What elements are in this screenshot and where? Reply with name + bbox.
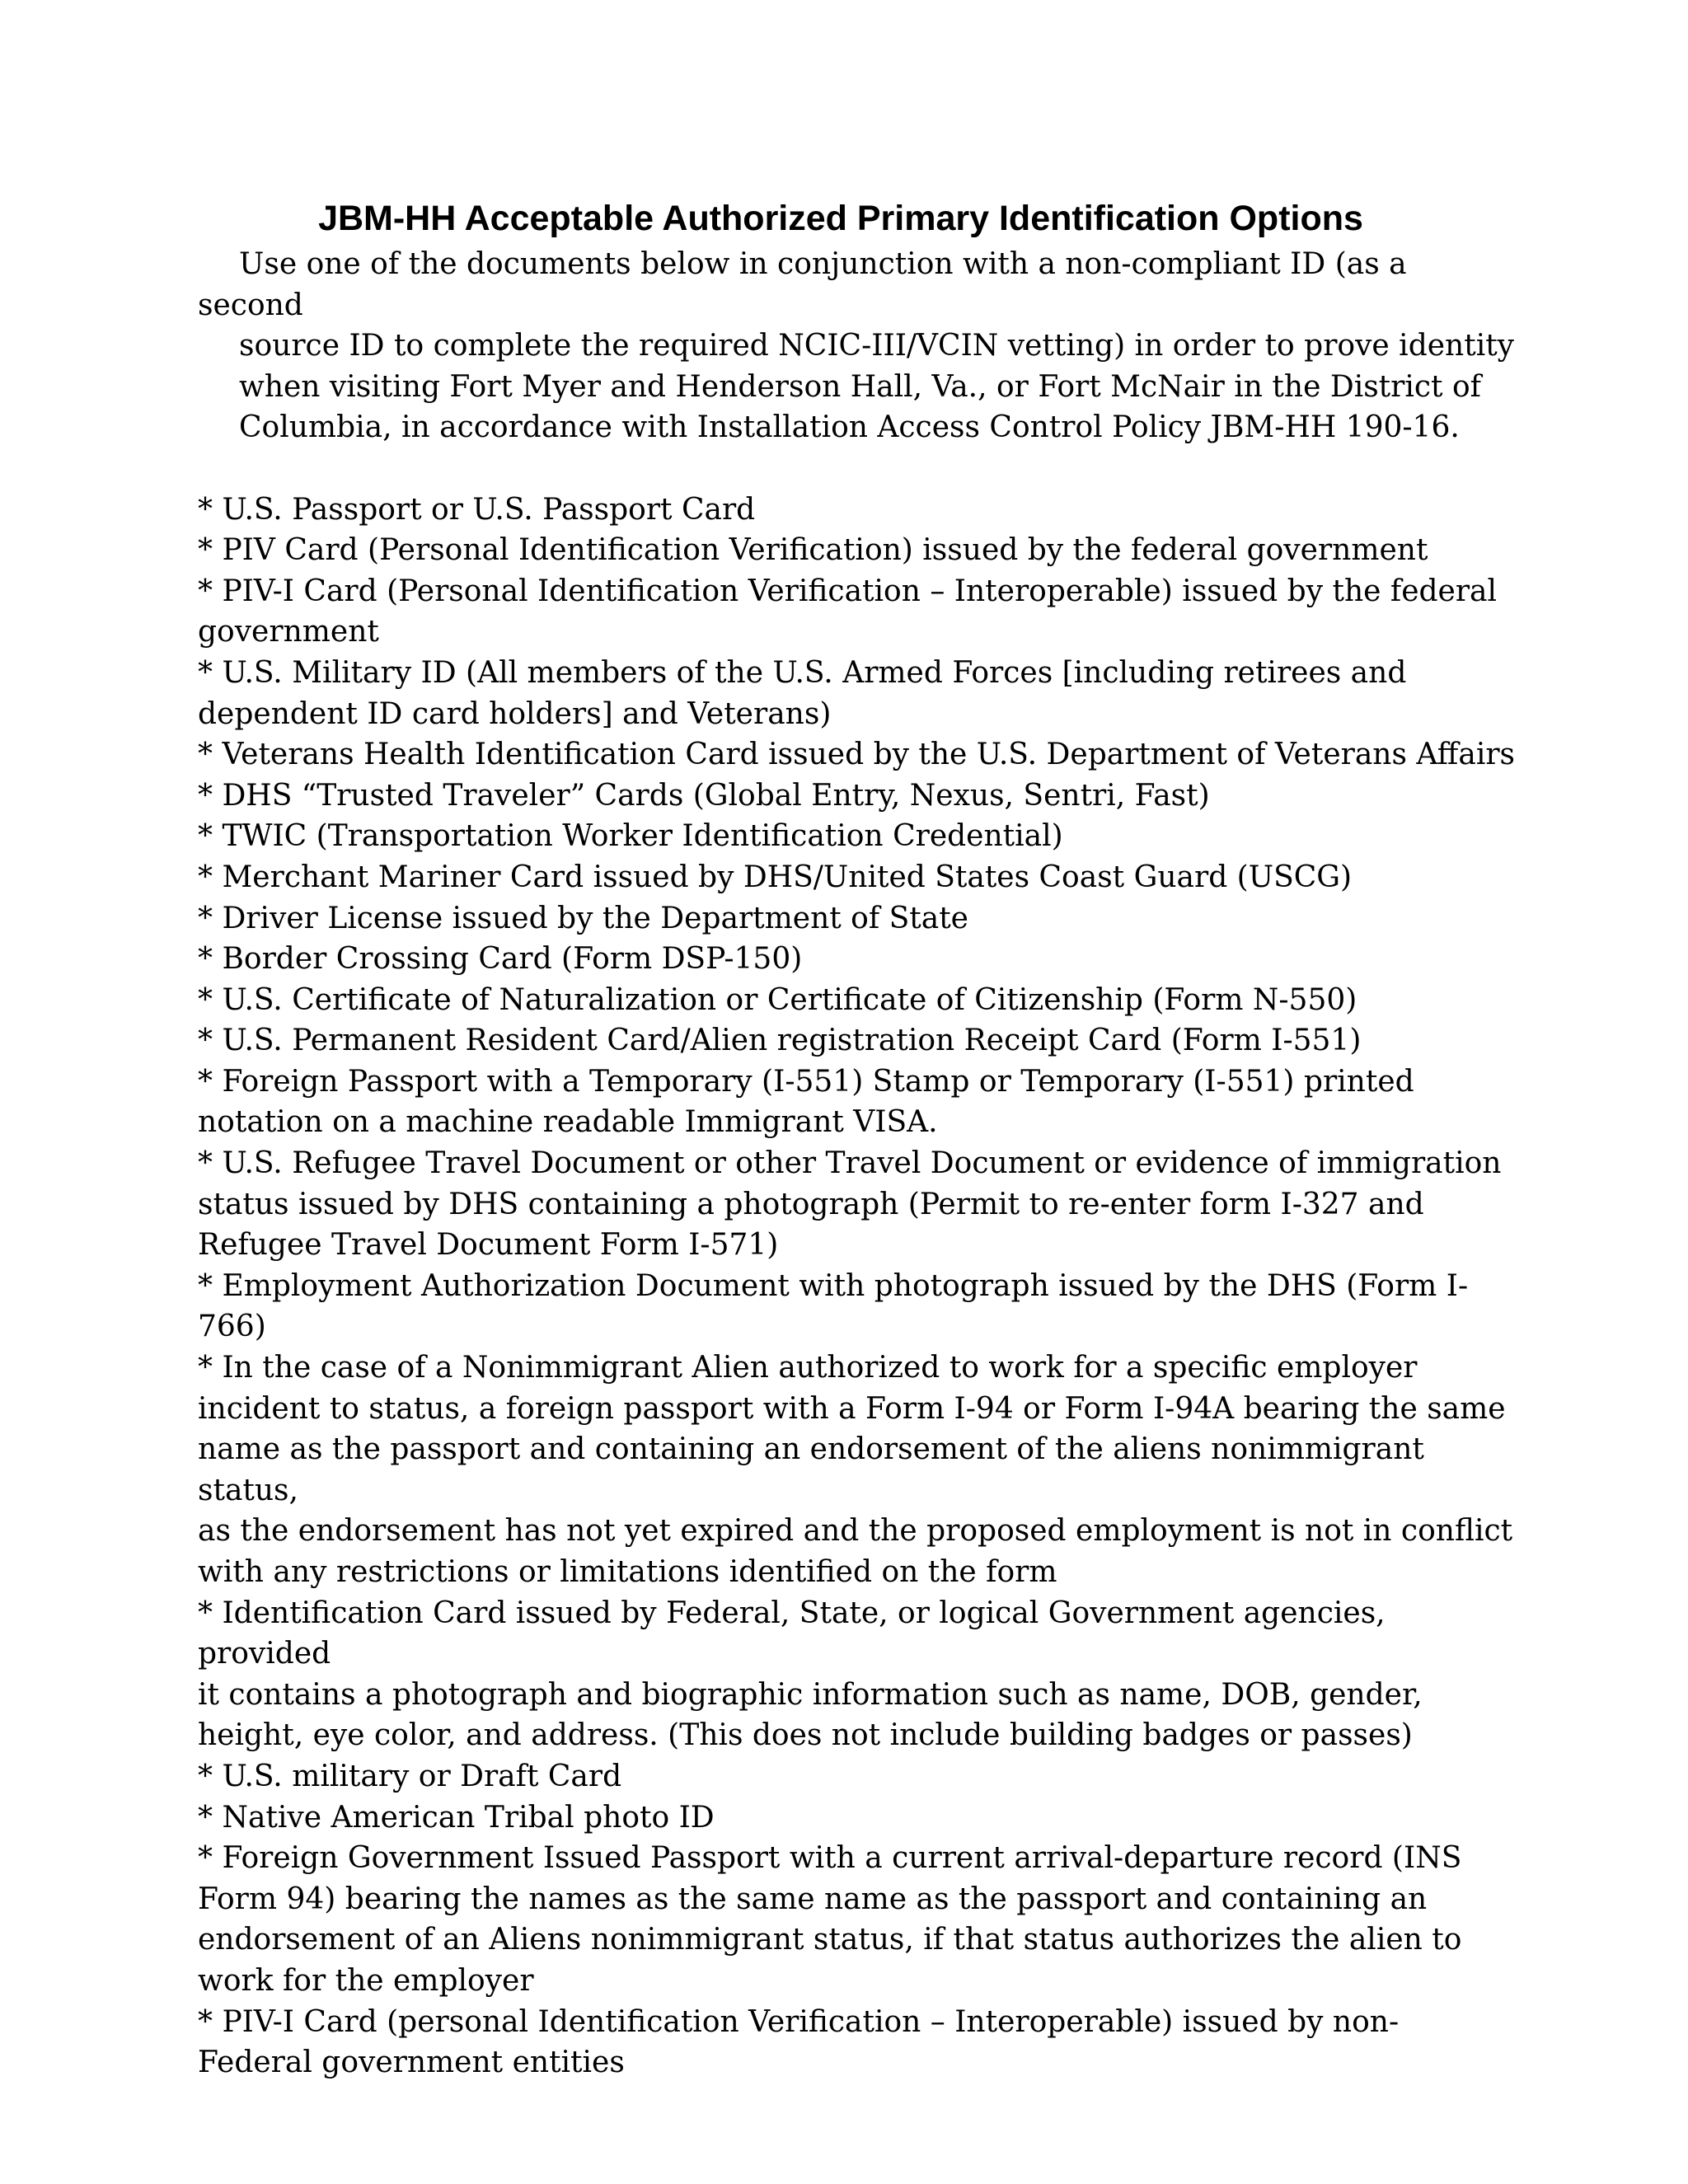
- id-option-line: * Foreign Passport with a Temporary (I-551) Stamp or Temporary (I-551) printed: [198, 1064, 1414, 1099]
- id-option-item: [198, 1797, 1517, 1839]
- id-option-item: [198, 1266, 1517, 1347]
- id-option-line: * Driver License issued by the Department of State: [198, 901, 968, 935]
- id-option-line: * Border Crossing Card (Form DSP-150): [198, 942, 803, 977]
- id-option-item: [198, 776, 1517, 817]
- intro-line: when visiting Fort Myer and Henderson Hall, Va., or Fort McNair in the District of: [239, 369, 1481, 404]
- id-option-item: [198, 1062, 1517, 1143]
- id-option-line: endorsement of an Aliens nonimmigrant status, if that status authorizes the alien to: [198, 1923, 1462, 1957]
- intro-line: Columbia, in accordance with Installation Access Control Policy JBM-HH 190-16.: [239, 410, 1460, 445]
- id-option-item: [198, 857, 1517, 898]
- id-option-line: * U.S. military or Draft Card: [198, 1759, 622, 1793]
- id-option-item: [198, 1756, 1517, 1797]
- id-option-line: * Merchant Mariner Card issued by DHS/United States Coast Guard (USCG): [198, 860, 1353, 894]
- id-option-line: notation on a machine readable Immigrant VISA.: [198, 1105, 938, 1140]
- id-option-item: [198, 816, 1517, 857]
- id-option-line: work for the employer: [198, 1963, 534, 1998]
- id-option-item: [198, 939, 1517, 980]
- intro-paragraph: [198, 244, 1517, 448]
- id-option-item: [198, 571, 1517, 653]
- document-title: JBM-HH Acceptable Authorized Primary Identification Options: [318, 199, 1363, 238]
- id-option-line: * U.S. Military ID (All members of the U.S. Armed Forces [including retirees and: [198, 655, 1407, 690]
- id-option-item: [198, 530, 1517, 571]
- id-option-line: * U.S. Permanent Resident Card/Alien registration Receipt Card (Form I-551): [198, 1024, 1362, 1058]
- id-option-item: [198, 898, 1517, 940]
- id-option-line: Federal government entities: [198, 2046, 625, 2080]
- id-option-line: * U.S. Refugee Travel Document or other Travel Document or evidence of immigration: [198, 1146, 1502, 1181]
- id-option-line: * In the case of a Nonimmigrant Alien authorized to work for a specific employer: [198, 1351, 1418, 1385]
- paragraph-spacer: [198, 448, 1517, 490]
- id-option-line: Form 94) bearing the names as the same name as the passport and containing an: [198, 1882, 1428, 1916]
- id-option-line: * Identification Card issued by Federal, State, or logical Government agencies, provided: [198, 1596, 1386, 1671]
- id-option-line: incident to status, a foreign passport with a Form I-94 or Form I-94A bearing the same: [198, 1391, 1506, 1426]
- id-option-item: [198, 1593, 1517, 1756]
- id-option-line: name as the passport and containing an endorsement of the aliens nonimmigrant status,: [198, 1432, 1424, 1507]
- id-option-line: * DHS “Trusted Traveler” Cards (Global Entry, Nexus, Sentri, Fast): [198, 778, 1210, 813]
- id-option-item: [198, 980, 1517, 1021]
- id-option-line: height, eye color, and address. (This does not include building badges or passes): [198, 1718, 1413, 1753]
- id-option-line: with any restrictions or limitations identified on the form: [198, 1555, 1057, 1589]
- id-option-item: [198, 734, 1517, 776]
- id-option-line: dependent ID card holders] and Veterans): [198, 696, 832, 731]
- id-option-line: * U.S. Certificate of Naturalization or Certificate of Citizenship (Form N-550): [198, 982, 1357, 1017]
- intro-line: Use one of the documents below in conjunction with a non-compliant ID (as a second: [198, 247, 1407, 322]
- id-option-line: as the endorsement has not yet expired and the proposed employment is not in conflict: [198, 1514, 1513, 1549]
- id-option-line: * PIV-I Card (personal Identification Verification – Interoperable) issued by non-: [198, 2004, 1400, 2039]
- id-option-line: it contains a photograph and biographic information such as name, DOB, gender,: [198, 1677, 1423, 1712]
- id-option-item: [198, 1347, 1517, 1593]
- id-option-item: [198, 2002, 1517, 2083]
- id-option-item: [198, 1838, 1517, 2001]
- id-option-line: * Foreign Government Issued Passport with a current arrival-departure record (INS: [198, 1841, 1462, 1876]
- id-option-line: * Employment Authorization Document with photograph issued by the DHS (Form I-: [198, 1268, 1469, 1303]
- id-option-line: * Veterans Health Identification Card issued by the U.S. Department of Veterans Affairs: [198, 738, 1516, 772]
- id-option-item: [198, 1020, 1517, 1062]
- document-body: [198, 244, 1517, 2083]
- id-option-item: [198, 653, 1517, 734]
- id-option-line: * TWIC (Transportation Worker Identification Credential): [198, 819, 1063, 854]
- intro-line: source ID to complete the required NCIC-III/VCIN vetting) in order to prove identity: [239, 329, 1515, 363]
- id-option-item: [198, 1143, 1517, 1266]
- id-option-line: Refugee Travel Document Form I-571): [198, 1228, 779, 1263]
- id-option-line: 766): [198, 1310, 266, 1344]
- id-option-item: [198, 490, 1517, 531]
- id-option-line: * PIV-I Card (Personal Identification Verification – Interoperable) issued by the federal: [198, 574, 1498, 608]
- id-option-line: status issued by DHS containing a photograph (Permit to re-enter form I-327 and: [198, 1187, 1424, 1221]
- id-option-line: government: [198, 615, 379, 649]
- id-option-line: * Native American Tribal photo ID: [198, 1800, 715, 1835]
- id-option-line: * PIV Card (Personal Identification Verification) issued by the federal government: [198, 533, 1428, 568]
- id-options-list: [198, 490, 1517, 2083]
- id-option-line: * U.S. Passport or U.S. Passport Card: [198, 492, 756, 527]
